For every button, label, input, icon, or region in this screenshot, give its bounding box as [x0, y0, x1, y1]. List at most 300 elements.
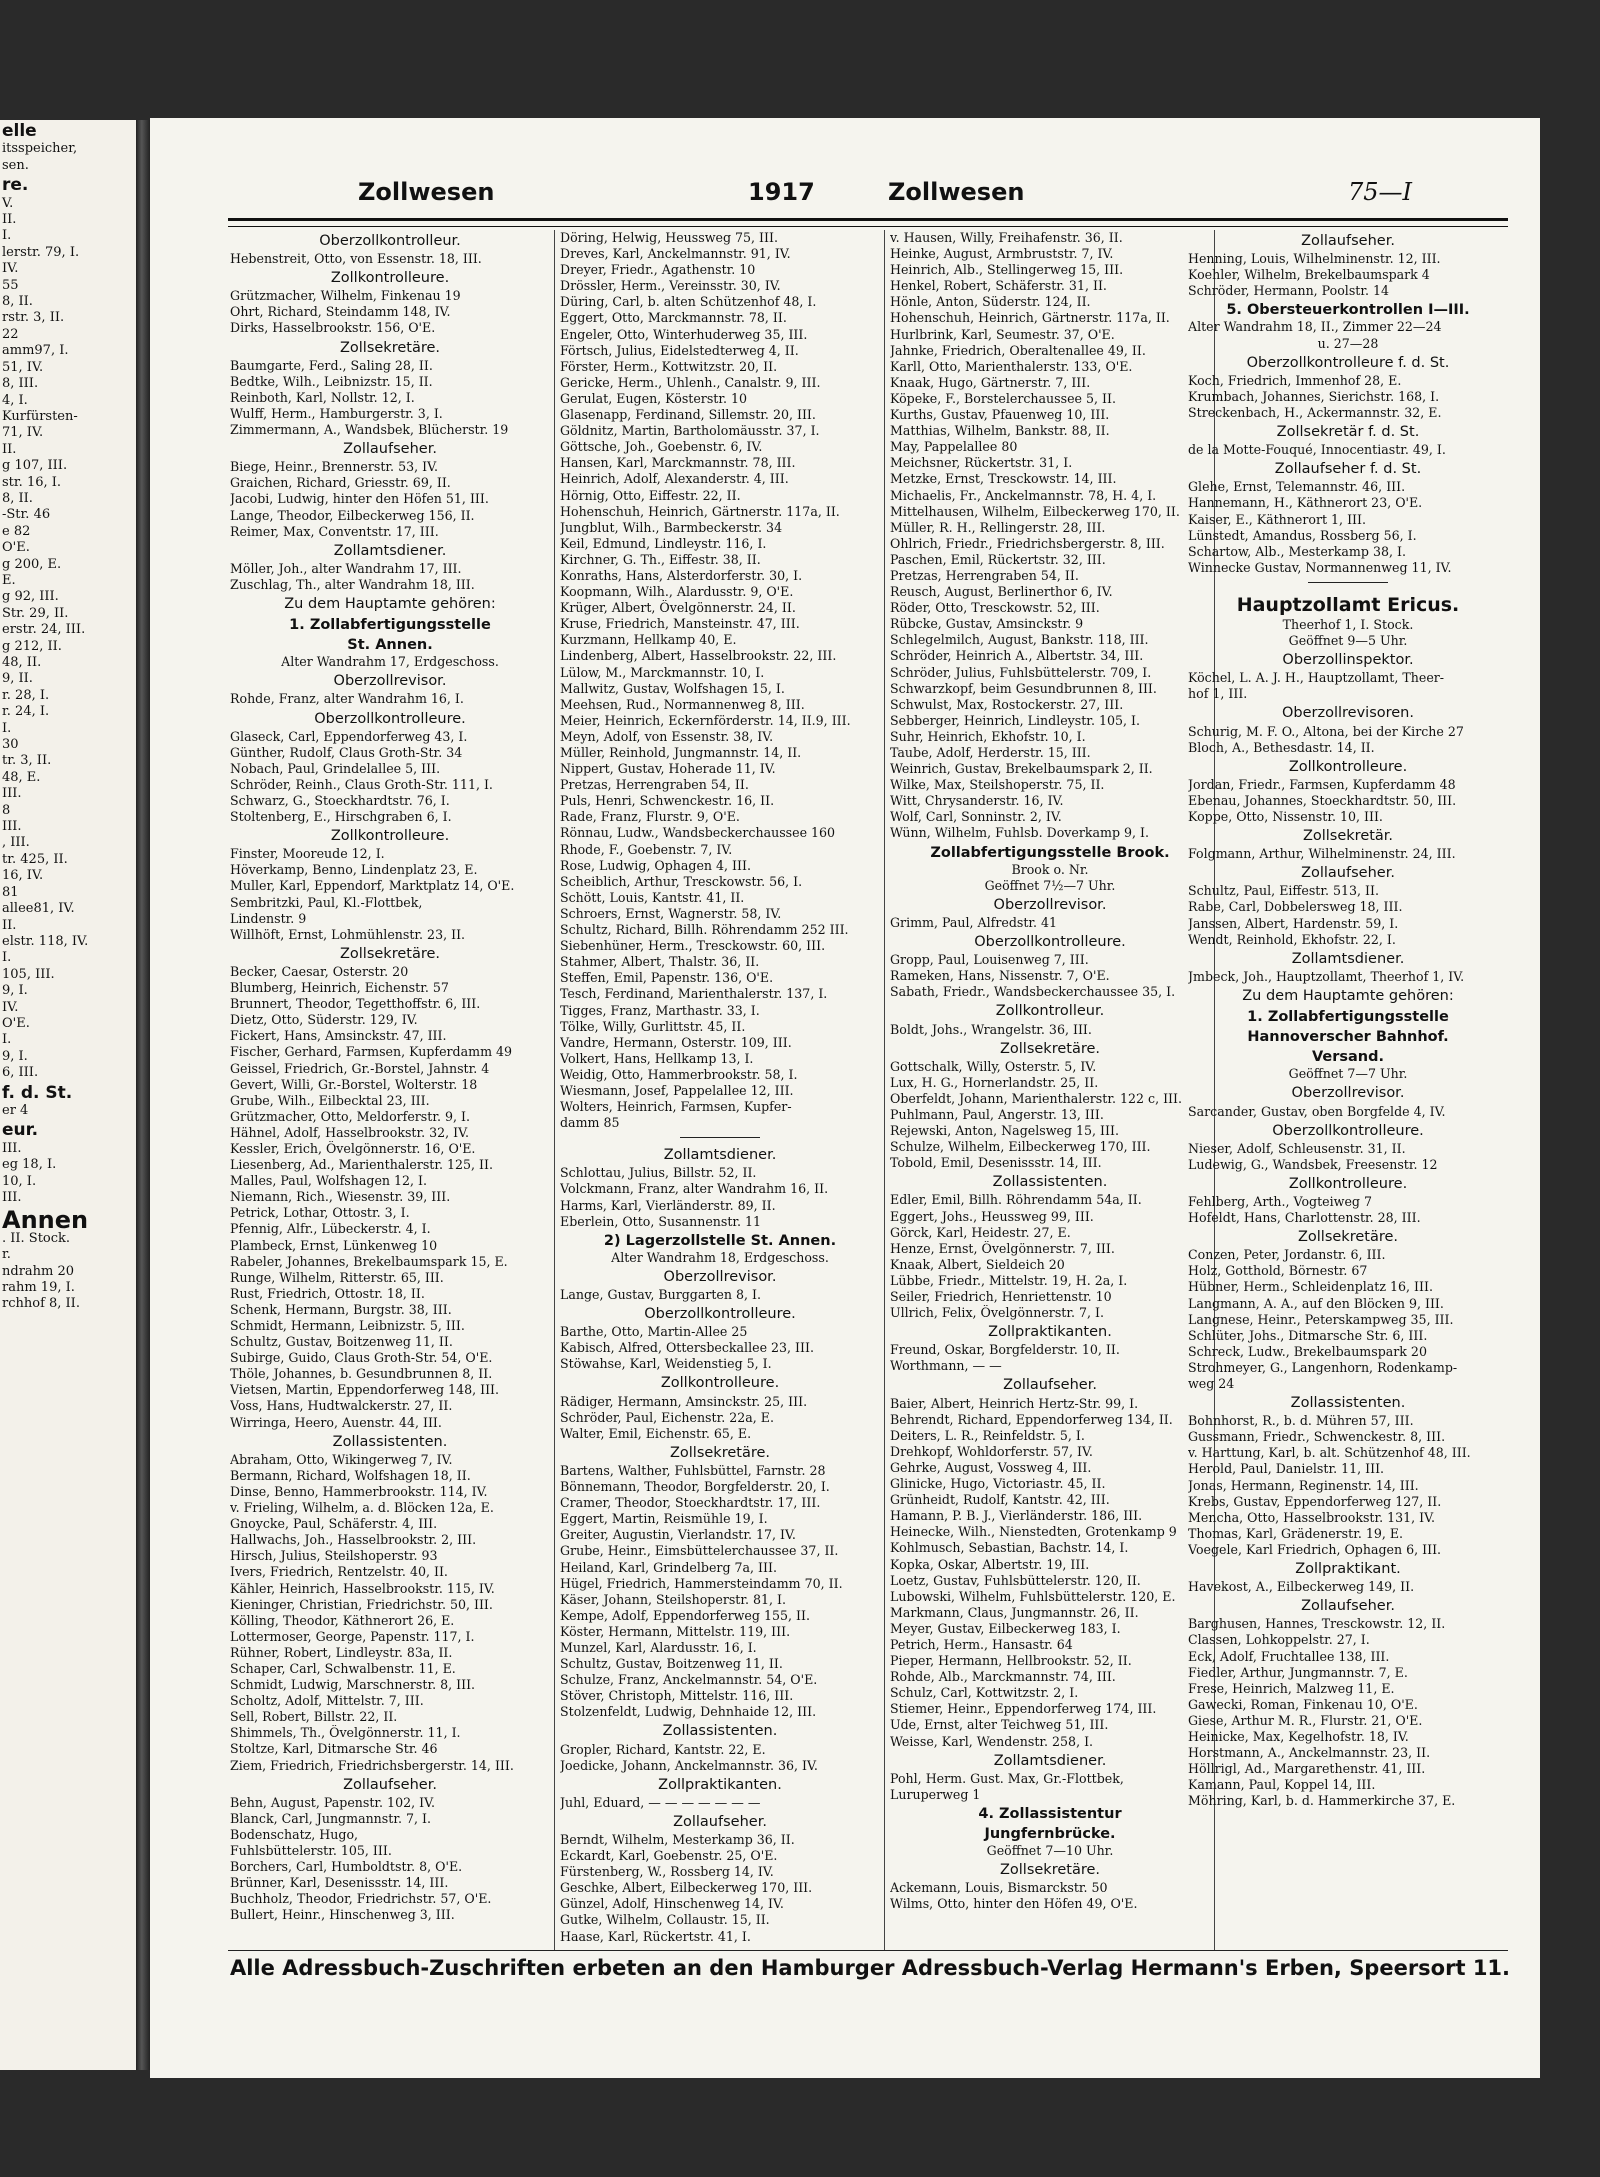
previous-page-text: III.: [2, 1190, 22, 1205]
directory-entry: Grünheidt, Rudolf, Kantstr. 42, III.: [890, 1492, 1110, 1508]
section-heading: 1. Zollabfertigungsstelle: [289, 617, 491, 634]
section-heading: Zollassistenten.: [992, 1174, 1108, 1191]
directory-entry: Schröder, Reinh., Claus Groth-Str. 111, I.: [230, 776, 493, 792]
section-heading: Oberzollrevisoren.: [1281, 705, 1414, 722]
previous-page-text: rstr. 3, II.: [2, 310, 65, 326]
directory-entry: Schröder, Heinrich A., Albertstr. 34, III.: [890, 648, 1144, 664]
directory-entry: Bedtke, Wilh., Leibnizstr. 15, II.: [230, 373, 433, 389]
column-rule: [884, 230, 885, 1950]
directory-entry: Schött, Louis, Kantstr. 41, II.: [560, 889, 745, 905]
office-info: Geöffnet 7½—7 Uhr.: [984, 877, 1116, 893]
directory-entry: Heiland, Karl, Grindelberg 7a, III.: [560, 1559, 777, 1575]
directory-entry: Finster, Mooreude 12, I.: [230, 846, 385, 862]
directory-entry: Meyer, Gustav, Eilbeckerweg 183, I.: [890, 1620, 1121, 1636]
directory-entry: Schröder, Paul, Eichenstr. 22a, E.: [560, 1409, 774, 1425]
directory-entry: Folgmann, Arthur, Wilhelminenstr. 24, III.: [1188, 846, 1456, 862]
previous-page-text: g 200, E.: [2, 556, 62, 572]
directory-entry: Schlegelmilch, August, Bankstr. 118, III.: [890, 632, 1149, 648]
directory-entry: Karll, Otto, Marienthalerstr. 133, O'E.: [890, 358, 1133, 374]
directory-entry: Ullrich, Felix, Övelgönnerstr. 7, I.: [890, 1305, 1104, 1321]
section-heading: Oberzollkontrolleure.: [314, 710, 466, 727]
directory-entry: Rühner, Robert, Lindleystr. 83a, II.: [230, 1644, 453, 1660]
directory-entry: Schultz, Paul, Eiffestr. 513, II.: [1188, 883, 1379, 899]
directory-entry: Drössler, Herm., Vereinsstr. 30, IV.: [560, 278, 781, 294]
directory-entry: Wünn, Wilhelm, Fuhlsb. Doverkamp 9, I.: [890, 825, 1150, 841]
section-heading: Zollaufseher.: [1003, 1377, 1097, 1394]
directory-entry: Taube, Adolf, Herderstr. 15, III.: [890, 745, 1091, 760]
directory-entry: Reusch, August, Berlinerthor 6, IV.: [890, 584, 1113, 600]
directory-entry: Puhlmann, Paul, Angerstr. 13, III.: [890, 1106, 1104, 1122]
directory-entry: Becker, Caesar, Osterstr. 20: [230, 963, 409, 979]
directory-entry: Lindenberg, Albert, Hasselbrookstr. 22, III.: [560, 648, 837, 664]
directory-entry: Loetz, Gustav, Fuhlsbüttelerstr. 120, II.: [890, 1572, 1141, 1588]
directory-entry: Puls, Henri, Schwenckestr. 16, II.: [560, 793, 775, 809]
office-info: Alter Wandrahm 17, Erdgeschoss.: [281, 654, 499, 670]
previous-page-text: sen.: [2, 157, 29, 173]
directory-entry: Fehlberg, Arth., Vogteiweg 7: [1188, 1193, 1372, 1209]
directory-entry: Tesch, Ferdinand, Marienthalerstr. 137, I.: [560, 986, 828, 1002]
previous-page-text: 8: [2, 802, 11, 818]
directory-entry: Kopka, Oskar, Albertstr. 19, III.: [890, 1556, 1090, 1572]
directory-entry: Meyn, Adolf, von Essenstr. 38, IV.: [560, 728, 774, 744]
directory-entry: Hähnel, Adolf, Hasselbrookstr. 32, IV.: [230, 1124, 470, 1140]
directory-entry: Schwarz, G., Stoeckhardtstr. 76, I.: [230, 793, 450, 808]
directory-entry: Görck, Karl, Heidestr. 27, E.: [890, 1224, 1071, 1240]
directory-entry: Hohenschuh, Heinrich, Gärtnerstr. 117a, II.: [560, 503, 840, 519]
previous-page-text: eur.: [2, 1120, 39, 1141]
directory-entry: Ude, Ernst, alter Teichweg 51, III.: [890, 1717, 1109, 1733]
directory-entry: Giese, Arthur M. R., Flurstr. 21, O'E.: [1188, 1712, 1423, 1728]
directory-entry: Volkert, Hans, Hellkamp 13, I.: [560, 1050, 754, 1066]
directory-entry: Schlottau, Julius, Billstr. 52, II.: [560, 1165, 757, 1181]
directory-entry: Thöle, Johannes, b. Gesundbrunnen 8, II.: [230, 1366, 493, 1382]
directory-entry: Worthmann, — —: [890, 1358, 1002, 1374]
directory-entry: Brünner, Karl, Desenissstr. 14, III.: [230, 1875, 449, 1891]
directory-entry: Reinboth, Karl, Nollstr. 12, I.: [230, 389, 415, 405]
directory-entry: Schlüter, Johs., Ditmarsche Str. 6, III.: [1188, 1327, 1428, 1343]
directory-entry: Hirsch, Julius, Steilshoperstr. 93: [230, 1548, 438, 1564]
previous-page-text: 8, III.: [2, 376, 39, 392]
directory-entry: Jungblut, Wilh., Barmbeckerstr. 34: [560, 519, 783, 535]
directory-entry: Weinrich, Gustav, Brekelbaumspark 2, II.: [890, 761, 1153, 777]
directory-entry: Lange, Theodor, Eilbeckerweg 156, II.: [230, 507, 475, 523]
directory-entry: Alter Wandrahm 18, II., Zimmer 22—24: [1188, 319, 1442, 335]
directory-entry: Behrendt, Richard, Eppendorferweg 134, II.: [890, 1411, 1173, 1427]
directory-entry: Scholtz, Adolf, Mittelstr. 7, III.: [230, 1693, 424, 1709]
directory-entry: Schulze, Wilhelm, Eilbeckerweg 170, III.: [890, 1139, 1151, 1155]
directory-entry: Meier, Heinrich, Eckernförderstr. 14, II.9, III.: [560, 712, 851, 728]
directory-entry: Mencha, Otto, Hasselbrookstr. 131, IV.: [1188, 1509, 1436, 1525]
section-heading: Zollaufseher.: [343, 441, 437, 458]
directory-entry: Kähler, Heinrich, Hasselbrookstr. 115, IV.: [230, 1580, 495, 1596]
directory-entry: Malles, Paul, Wolfshagen 12, I.: [230, 1173, 428, 1189]
directory-entry: Suhr, Heinrich, Ekhofstr. 10, I.: [890, 728, 1086, 744]
directory-entry: Müller, R. H., Rellingerstr. 28, III.: [890, 519, 1106, 535]
directory-entry: Bohnhorst, R., b. d. Mühren 57, III.: [1188, 1413, 1414, 1429]
directory-entry: Gussmann, Friedr., Schwenckestr. 8, III.: [1188, 1429, 1446, 1445]
previous-page-text: IV.: [2, 261, 19, 277]
directory-entry: Rohde, Franz, alter Wandrahm 16, I.: [230, 691, 464, 707]
section-heading: Oberzollkontrolleure f. d. St.: [1246, 354, 1450, 371]
previous-page-text: 48, E.: [2, 769, 41, 785]
directory-entry: Eggert, Johs., Heussweg 99, III.: [890, 1208, 1094, 1224]
column-3: [890, 230, 1210, 1950]
directory-entry: Pretzas, Herrengraben 54, II.: [890, 567, 1079, 583]
directory-entry: Kurzmann, Hellkamp 40, E.: [560, 632, 737, 648]
directory-entry: Schwulst, Max, Rostockerstr. 27, III.: [890, 696, 1124, 712]
directory-entry: Kirchner, G. Th., Eiffestr. 38, II.: [560, 551, 761, 567]
directory-entry: Witt, Chrysanderstr. 16, IV.: [890, 793, 1064, 809]
previous-page-text: r. 24, I.: [2, 704, 50, 720]
directory-entry: Walter, Emil, Eichenstr. 65, E.: [560, 1425, 752, 1441]
directory-entry: Ludewig, G., Wandsbek, Freesenstr. 12: [1188, 1156, 1438, 1172]
section-heading: Oberzollinspektor.: [1282, 652, 1414, 669]
directory-entry: Döring, Helwig, Heussweg 75, III.: [560, 230, 778, 245]
previous-page-text: 48, II.: [2, 655, 42, 670]
directory-entry: Zuschlag, Th., alter Wandrahm 18, III.: [230, 576, 475, 592]
directory-entry: Conzen, Peter, Jordanstr. 6, III.: [1188, 1247, 1386, 1263]
directory-entry: Hübner, Herm., Schleidenplatz 16, III.: [1188, 1279, 1433, 1295]
directory-entry: Glasenapp, Ferdinand, Sillemstr. 20, III.: [560, 407, 816, 423]
section-heading: Zollassistenten.: [1290, 1395, 1406, 1412]
directory-entry: Henze, Ernst, Övelgönnerstr. 7, III.: [890, 1240, 1115, 1256]
section-heading: Zollaufseher.: [343, 1776, 437, 1793]
directory-entry: Schurig, M. F. O., Altona, bei der Kirche 27: [1188, 723, 1464, 739]
directory-entry: Langnese, Heinr., Peterskampweg 35, III.: [1188, 1311, 1454, 1327]
directory-entry: Liesenberg, Ad., Marienthalerstr. 125, II.: [230, 1157, 493, 1173]
directory-entry: Hurlbrink, Karl, Seumestr. 37, O'E.: [890, 326, 1115, 342]
directory-entry: Schaper, Carl, Schwalbenstr. 11, E.: [230, 1660, 456, 1676]
previous-page-text: 6, III.: [2, 1065, 39, 1081]
previous-page-text: erstr. 24, III.: [2, 622, 86, 638]
previous-page-sliver: [0, 120, 136, 2070]
directory-entry: Bloch, A., Bethesdastr. 14, II.: [1188, 739, 1375, 755]
section-heading: Zollabfertigungsstelle Brook.: [930, 844, 1170, 861]
directory-entry: Barthe, Otto, Martin-Allee 25: [560, 1324, 748, 1340]
previous-page-text: g 107, III.: [2, 458, 68, 474]
section-heading: Hannoverscher Bahnhof.: [1247, 1029, 1449, 1046]
section-heading: Zollamtsdiener.: [333, 542, 447, 559]
directory-entry: Ebenau, Johannes, Stoeckhardtstr. 50, III.: [1188, 792, 1457, 808]
directory-entry: Eck, Adolf, Fruchtallee 138, III.: [1188, 1648, 1390, 1664]
section-heading: Zollsekretäre.: [339, 339, 441, 356]
directory-entry: Reimer, Max, Conventstr. 17, III.: [230, 523, 439, 539]
directory-entry: Hönle, Anton, Süderstr. 124, II.: [890, 294, 1091, 310]
office-info: Geöffnet 9—5 Uhr.: [1288, 633, 1408, 649]
section-heading: Zollkontrolleure.: [1288, 758, 1408, 775]
section-heading: Zollkontrolleur.: [995, 1003, 1105, 1020]
directory-entry: Schroers, Ernst, Wagnerstr. 58, IV.: [560, 905, 782, 921]
directory-entry: Petrick, Lothar, Ottostr. 3, I.: [230, 1205, 410, 1221]
directory-entry: Juhl, Eduard, — — — — — — —: [560, 1794, 761, 1810]
directory-entry: Matthias, Wilhelm, Bankstr. 88, II.: [890, 423, 1110, 439]
section-heading: Zollsekretäre.: [339, 945, 441, 962]
directory-entry: Schmidt, Ludwig, Marschnerstr. 8, III.: [230, 1677, 476, 1693]
directory-entry: Buchholz, Theodor, Friedrichstr. 57, O'E.: [230, 1891, 492, 1907]
previous-page-text: . II. Stock.: [2, 1230, 71, 1246]
previous-page-text: I.: [2, 950, 12, 966]
directory-entry: Hofeldt, Hans, Charlottenstr. 28, III.: [1188, 1210, 1421, 1226]
previous-page-text: tr. 3, II.: [2, 753, 52, 769]
section-heading: Zollsekretär.: [1302, 828, 1394, 845]
directory-entry: Ziem, Friedrich, Friedrichsbergerstr. 14, III.: [230, 1757, 514, 1773]
directory-entry: Schulz, Carl, Kottwitzstr. 2, I.: [890, 1685, 1079, 1701]
section-heading: Zollsekretär f. d. St.: [1276, 424, 1420, 441]
column-2: [560, 230, 880, 1950]
section-heading: Zollassistenten.: [332, 1433, 448, 1450]
directory-entry: Willhöft, Ernst, Lohmühlenstr. 23, II.: [230, 926, 466, 942]
directory-entry: Hannemann, H., Käthnerort 23, O'E.: [1188, 495, 1423, 511]
previous-page-text: ndrahm 20: [2, 1263, 75, 1279]
directory-entry: Pfennig, Alfr., Lübeckerstr. 4, I.: [230, 1221, 431, 1237]
directory-entry: Petrich, Herm., Hansastr. 64: [890, 1636, 1073, 1652]
directory-entry: Sebberger, Heinrich, Lindleystr. 105, I.: [890, 712, 1140, 728]
directory-entry: Bartens, Walther, Fuhlsbüttel, Farnstr. 28: [560, 1462, 826, 1478]
directory-entry: Gawecki, Roman, Finkenau 10, O'E.: [1188, 1696, 1418, 1712]
directory-entry: damm 85: [560, 1115, 620, 1131]
directory-entry: Haase, Karl, Rückertstr. 41, I.: [560, 1928, 751, 1944]
directory-entry: Koppe, Otto, Nissenstr. 10, III.: [1188, 809, 1383, 824]
directory-entry: Höllrigl, Ad., Margarethenstr. 41, III.: [1188, 1761, 1426, 1777]
directory-entry: Grube, Heinr., Eimsbüttelerchaussee 37, II.: [560, 1543, 839, 1559]
previous-page-text: 9, I.: [2, 1048, 28, 1064]
directory-entry: Sell, Robert, Billstr. 22, II.: [230, 1709, 398, 1725]
directory-entry: Heinecke, Wilh., Nienstedten, Grotenkamp 9: [890, 1524, 1177, 1540]
directory-entry: Göldnitz, Martin, Bartholomäusstr. 37, I.: [560, 423, 820, 439]
directory-entry: Wulff, Herm., Hamburgerstr. 3, I.: [230, 405, 443, 421]
section-heading: Zollkontrolleure.: [1288, 1175, 1408, 1192]
section-heading: Oberzollkontrolleur.: [319, 233, 461, 249]
previous-page-text: 16, IV.: [2, 868, 44, 884]
directory-entry: Berndt, Wilhelm, Mesterkamp 36, II.: [560, 1832, 795, 1847]
directory-entry: Eggert, Martin, Reismühle 19, I.: [560, 1511, 768, 1527]
directory-entry: Voss, Hans, Hudtwalckerstr. 27, II.: [230, 1398, 453, 1414]
section-heading: Oberzollrevisor.: [333, 673, 447, 690]
directory-entry: Kempe, Adolf, Eppendorferweg 155, II.: [560, 1607, 810, 1623]
directory-entry: Eberlein, Otto, Susannenstr. 11: [560, 1213, 762, 1229]
directory-entry: v. Hausen, Willy, Freihafenstr. 36, II.: [890, 230, 1123, 245]
directory-entry: Steffen, Emil, Papenstr. 136, O'E.: [560, 970, 774, 986]
section-heading: Versand.: [1311, 1049, 1385, 1066]
previous-page-text: Kurfürsten-: [2, 408, 78, 424]
directory-entry: Gericke, Herm., Uhlenh., Canalstr. 9, III.: [560, 374, 821, 390]
directory-entry: Jahnke, Friedrich, Oberaltenallee 49, II.: [890, 342, 1146, 358]
directory-entry: Schultz, Gustav, Boitzenweg 11, II.: [230, 1334, 453, 1350]
directory-entry: Schreck, Ludw., Brekelbaumspark 20: [1188, 1343, 1427, 1359]
directory-entry: Wilms, Otto, hinter den Höfen 49, O'E.: [890, 1896, 1138, 1912]
directory-entry: Stoltenberg, E., Hirschgraben 6, I.: [230, 809, 452, 825]
directory-entry: Vietsen, Martin, Eppendorferweg 148, III.: [230, 1382, 500, 1398]
header-rule: [228, 218, 1508, 227]
directory-entry: Wolf, Carl, Sonninstr. 2, IV.: [890, 809, 1062, 825]
section-heading: Zollsekretäre.: [1297, 1229, 1399, 1246]
previous-page-text: V.: [2, 195, 14, 211]
section-heading: Zollamtsdiener.: [663, 1147, 777, 1164]
directory-entry: Kohlmusch, Sebastian, Bachstr. 14, I.: [890, 1540, 1129, 1556]
directory-entry: Kabisch, Alfred, Ottersbeckallee 23, III.: [560, 1340, 814, 1356]
directory-entry: Schröder, Hermann, Poolstr. 14: [1188, 283, 1390, 299]
directory-entry: Heinke, August, Armbruststr. 7, IV.: [890, 246, 1114, 262]
section-heading: Zollkontrolleure.: [330, 270, 450, 287]
section-heading: Oberzollkontrolleure.: [974, 934, 1126, 951]
directory-entry: Wirringa, Heero, Auenstr. 44, III.: [230, 1414, 442, 1430]
directory-entry: Hebenstreit, Otto, von Essenstr. 18, III.: [230, 251, 482, 267]
previous-page-text: 55: [2, 277, 19, 293]
directory-entry: Zimmermann, A., Wandsbek, Blücherstr. 19: [230, 422, 509, 438]
directory-entry: Kamann, Paul, Koppel 14, III.: [1188, 1777, 1376, 1793]
directory-entry: Lange, Gustav, Burggarten 8, I.: [560, 1287, 761, 1302]
directory-entry: Lux, H. G., Hornerlandstr. 25, II.: [890, 1074, 1099, 1090]
directory-entry: Hallwachs, Joh., Hasselbrookstr. 2, III.: [230, 1532, 477, 1548]
previous-page-text: 105, III.: [2, 966, 55, 982]
directory-entry: Paschen, Emil, Rückertstr. 32, III.: [890, 551, 1106, 567]
directory-entry: Schultz, Richard, Billh. Röhrendamm 252 III.: [560, 922, 849, 938]
directory-entry: Sembritzki, Paul, Kl.-Flottbek,: [230, 894, 423, 910]
directory-entry: Baier, Albert, Heinrich Hertz-Str. 99, I.: [890, 1395, 1139, 1411]
directory-entry: Gropp, Paul, Louisenweg 7, III.: [890, 952, 1089, 968]
directory-entry: Nieser, Adolf, Schleusenstr. 31, II.: [1188, 1140, 1406, 1156]
section-heading: Zollpraktikanten.: [988, 1324, 1112, 1341]
directory-entry: Metzke, Ernst, Tresckowstr. 14, III.: [890, 471, 1117, 487]
directory-entry: Vandre, Hermann, Osterstr. 109, III.: [560, 1034, 792, 1050]
directory-entry: Strohmeyer, G., Langenhorn, Rodenkamp-: [1188, 1359, 1458, 1375]
directory-entry: Nippert, Gustav, Hoherade 11, IV.: [560, 761, 776, 777]
directory-entry: Graichen, Richard, Griesstr. 69, II.: [230, 475, 451, 491]
directory-entry: Schultz, Gustav, Boitzenweg 11, II.: [560, 1656, 783, 1672]
directory-entry: Stahmer, Albert, Thalstr. 36, II.: [560, 954, 760, 970]
previous-page-text: re.: [2, 175, 29, 196]
directory-entry: Stoltze, Karl, Ditmarsche Str. 46: [230, 1741, 438, 1757]
directory-entry: Langmann, A. A., auf den Blöcken 9, III.: [1188, 1295, 1444, 1311]
directory-entry: Baumgarte, Ferd., Saling 28, II.: [230, 357, 433, 373]
section-divider: [680, 1137, 760, 1138]
directory-entry: May, Pappelallee 80: [890, 439, 1018, 455]
directory-entry: Shimmels, Th., Övelgönnerstr. 11, I.: [230, 1725, 461, 1741]
directory-entry: Grube, Wilh., Eilbecktal 23, III.: [230, 1092, 430, 1108]
directory-entry: Edler, Emil, Billh. Röhrendamm 54a, II.: [890, 1192, 1142, 1208]
directory-entry: Rohde, Alb., Marckmannstr. 74, III.: [890, 1669, 1116, 1685]
header-left: Zollwesen: [358, 178, 495, 206]
directory-entry: Schwarzkopf, beim Gesundbrunnen 8, III.: [890, 680, 1157, 696]
section-heading: Zollaufseher.: [1301, 233, 1395, 249]
previous-page-text: I.: [2, 720, 12, 736]
running-header: [228, 178, 1508, 222]
directory-entry: Rose, Ludwig, Ophagen 4, III.: [560, 857, 751, 873]
directory-entry: de la Motte-Fouqué, Innocentiastr. 49, I.: [1188, 442, 1446, 458]
previous-page-text: III.: [2, 786, 22, 802]
previous-page-text: , III.: [2, 835, 30, 851]
directory-entry: Köchel, L. A. J. H., Hauptzollamt, Theer-: [1188, 670, 1445, 686]
directory-entry: Höverkamp, Benno, Lindenplatz 23, E.: [230, 862, 478, 878]
directory-entry: Borchers, Carl, Humboldtstr. 8, O'E.: [230, 1859, 463, 1875]
page-number: 75—I: [1348, 178, 1413, 206]
previous-page-text: E.: [2, 572, 16, 588]
directory-entry: Drehkopf, Wohldorferstr. 57, IV.: [890, 1443, 1093, 1459]
section-divider: [1308, 582, 1388, 583]
directory-entry: Weidig, Otto, Hammerbrookstr. 58, I.: [560, 1066, 798, 1082]
directory-entry: Fürstenberg, W., Rossberg 14, IV.: [560, 1864, 774, 1880]
directory-entry: Volckmann, Franz, alter Wandrahm 16, II.: [560, 1181, 829, 1197]
directory-entry: Koehler, Wilhelm, Brekelbaumspark 4: [1188, 267, 1430, 283]
previous-page-text: Annen: [2, 1206, 89, 1235]
office-title: Hauptzollamt Ericus.: [1236, 593, 1460, 616]
directory-entry: Glaseck, Carl, Eppendorferweg 43, I.: [230, 728, 468, 744]
directory-entry: Glehe, Ernst, Telemannstr. 46, III.: [1188, 479, 1406, 495]
previous-page-text: amm97, I.: [2, 343, 69, 359]
directory-entry: Heinrich, Alb., Stellingerweg 15, III.: [890, 262, 1124, 278]
directory-entry: Voegele, Karl Friedrich, Ophagen 6, III.: [1188, 1541, 1442, 1557]
directory-entry: Rameken, Hans, Nissenstr. 7, O'E.: [890, 968, 1110, 984]
previous-page-text: O'E.: [2, 540, 30, 556]
directory-entry: Dirks, Hasselbrookstr. 156, O'E.: [230, 320, 436, 336]
directory-entry: Luruperweg 1: [890, 1786, 981, 1802]
directory-entry: Glinicke, Hugo, Victoriastr. 45, II.: [890, 1476, 1106, 1492]
directory-entry: Gutke, Wilhelm, Collaustr. 15, II.: [560, 1912, 770, 1928]
directory-entry: Lübbe, Friedr., Mittelstr. 19, H. 2a, I.: [890, 1272, 1128, 1288]
section-heading: St. Annen.: [347, 637, 433, 654]
directory-entry: Eggert, Otto, Marckmannstr. 78, II.: [560, 310, 787, 326]
directory-entry: Heinrich, Adolf, Alexanderstr. 4, III.: [560, 471, 789, 487]
directory-entry: Boldt, Johs., Wrangelstr. 36, III.: [890, 1021, 1092, 1037]
directory-entry: Lünstedt, Amandus, Rossberg 56, I.: [1188, 527, 1417, 543]
previous-page-text: rahm 19, I.: [2, 1280, 75, 1296]
directory-entry: Brunnert, Theodor, Tegetthoffstr. 6, III.: [230, 996, 481, 1012]
section-heading: 5. Obersteuerkontrollen I—III.: [1226, 302, 1470, 319]
page: [150, 118, 1540, 2078]
directory-entry: Abraham, Otto, Wikingerweg 7, IV.: [230, 1451, 453, 1467]
directory-entry: Deiters, L. R., Reinfeldstr. 5, I.: [890, 1427, 1085, 1443]
section-heading: Zollassistenten.: [662, 1723, 778, 1740]
directory-entry: Köpeke, F., Borstelerchaussee 5, II.: [890, 390, 1116, 406]
directory-entry: Stiemer, Heinr., Eppendorferweg 174, III.: [890, 1701, 1157, 1717]
book-spine: [136, 120, 150, 2070]
directory-entry: Möller, Joh., alter Wandrahm 17, III.: [230, 560, 462, 576]
directory-entry: Bermann, Richard, Wolfshagen 18, II.: [230, 1467, 471, 1483]
directory-entry: Kieninger, Christian, Friedrichstr. 50, III.: [230, 1596, 493, 1612]
directory-entry: Munzel, Karl, Alardusstr. 16, I.: [560, 1639, 757, 1655]
directory-entry: Grützmacher, Otto, Meldorferstr. 9, I.: [230, 1108, 470, 1124]
directory-entry: Tobold, Emil, Desenissstr. 14, III.: [890, 1155, 1102, 1171]
directory-entry: weg 24: [1188, 1376, 1235, 1391]
directory-entry: Köster, Hermann, Mittelstr. 119, III.: [560, 1623, 791, 1639]
directory-entry: v. Frieling, Wilhelm, a. d. Blöcken 12a, E.: [230, 1500, 494, 1516]
directory-entry: Niemann, Rich., Wiesenstr. 39, III.: [230, 1189, 451, 1205]
directory-entry: Röder, Otto, Tresckowstr. 52, III.: [890, 600, 1100, 616]
section-heading: Jungfernbrücke.: [984, 1826, 1116, 1842]
directory-entry: Meehsen, Rud., Normannenweg 8, III.: [560, 696, 805, 712]
directory-entry: Schmidt, Hermann, Leibnizstr. 5, III.: [230, 1318, 465, 1333]
section-heading: Zollpraktikanten.: [658, 1776, 782, 1793]
directory-entry: Günzel, Adolf, Hinschenweg 14, IV.: [560, 1896, 784, 1912]
directory-entry: Joedicke, Johann, Anckelmannstr. 36, IV.: [560, 1757, 818, 1773]
section-heading: Zollamtsdiener.: [1291, 950, 1405, 967]
directory-entry: Sarcander, Gustav, oben Borgfelde 4, IV.: [1188, 1103, 1446, 1119]
footer-notice: Alle Adressbuch-Zuschriften erbeten an den Hamburger Adressbuch-Verlag Hermann's Erben, Speersort 11.: [229, 1956, 1511, 1980]
section-heading: Zu dem Hauptamte gehören:: [284, 595, 496, 612]
previous-page-text: 81: [2, 884, 19, 900]
directory-entry: Greiter, Augustin, Vierlandstr. 17, IV.: [560, 1527, 796, 1543]
directory-entry: Knaak, Hugo, Gärtnerstr. 7, III.: [890, 374, 1091, 390]
directory-entry: Henkel, Robert, Schäferstr. 31, II.: [890, 278, 1107, 294]
section-heading: Oberzollkontrolleure.: [644, 1306, 796, 1323]
directory-entry: Fuhlsbüttelerstr. 105, III.: [230, 1843, 392, 1858]
directory-entry: Hamann, P. B. J., Vierländerstr. 186, III.: [890, 1508, 1143, 1524]
previous-page-text: 4, I.: [2, 392, 28, 408]
directory-entry: Förster, Herm., Kottwitzstr. 20, II.: [560, 358, 778, 374]
previous-page-text: -Str. 46: [2, 507, 51, 523]
office-info: Alter Wandrahm 18, Erdgeschoss.: [611, 1249, 829, 1265]
directory-entry: Seiler, Friedrich, Henriettenstr. 10: [890, 1289, 1112, 1304]
